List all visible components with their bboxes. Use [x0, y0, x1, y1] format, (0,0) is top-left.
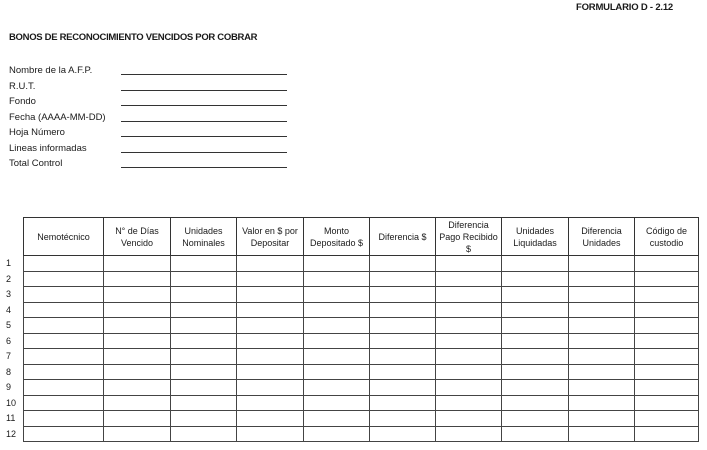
table-cell[interactable]: [304, 302, 370, 318]
table-cell[interactable]: [24, 256, 104, 272]
row-number: 3: [6, 289, 12, 299]
column-header: Unidades Nominales: [171, 218, 237, 256]
column-header: Diferencia $: [370, 218, 436, 256]
table-cell[interactable]: [569, 271, 635, 287]
table-cell[interactable]: [502, 287, 569, 303]
table-cell[interactable]: [502, 364, 569, 380]
table-cell[interactable]: [436, 380, 502, 396]
table-row: [24, 426, 699, 442]
table-cell[interactable]: [237, 411, 304, 427]
column-header: Diferencia Pago Recibido $: [436, 218, 502, 256]
field-label: Total Control: [9, 158, 63, 169]
table-cell[interactable]: [237, 318, 304, 334]
table-cell[interactable]: [569, 426, 635, 442]
table-cell[interactable]: [370, 395, 436, 411]
table-cell[interactable]: [237, 380, 304, 396]
table-cell[interactable]: [370, 349, 436, 365]
table-cell[interactable]: [635, 302, 699, 318]
table-row: [24, 287, 699, 303]
table-cell[interactable]: [436, 318, 502, 334]
table-cell[interactable]: [304, 411, 370, 427]
table-cell[interactable]: [569, 256, 635, 272]
table-cell[interactable]: [569, 333, 635, 349]
table-cell[interactable]: [635, 256, 699, 272]
table-cell[interactable]: [635, 349, 699, 365]
table-cell[interactable]: [171, 426, 237, 442]
table-cell[interactable]: [171, 349, 237, 365]
table-cell[interactable]: [104, 271, 171, 287]
table-cell[interactable]: [436, 333, 502, 349]
table-cell[interactable]: [370, 333, 436, 349]
field-fondo: [9, 94, 299, 110]
table-cell[interactable]: [370, 426, 436, 442]
table-cell[interactable]: [171, 256, 237, 272]
table-cell[interactable]: [237, 349, 304, 365]
table-cell[interactable]: [104, 426, 171, 442]
table-cell[interactable]: [104, 333, 171, 349]
field-blank-line[interactable]: [121, 136, 287, 137]
table-cell[interactable]: [370, 287, 436, 303]
table-cell[interactable]: [370, 256, 436, 272]
row-number: 5: [6, 320, 12, 330]
table-cell[interactable]: [304, 271, 370, 287]
table-cell[interactable]: [171, 395, 237, 411]
column-header: Nemotécnico: [24, 218, 104, 256]
table-cell[interactable]: [502, 302, 569, 318]
table-body: [24, 256, 699, 442]
table-cell[interactable]: [104, 395, 171, 411]
document-title: BONOS DE RECONOCIMIENTO VENCIDOS POR COBRAR: [9, 32, 258, 43]
row-number: 4: [6, 304, 12, 315]
table-cell[interactable]: [635, 271, 699, 287]
column-header: N° de Días Vencido: [104, 218, 171, 256]
column-header: Código de custodio: [635, 218, 699, 256]
table-cell[interactable]: [436, 256, 502, 272]
table-cell[interactable]: [436, 411, 502, 427]
table-cell[interactable]: [370, 271, 436, 287]
field-label: Fecha (AAAA-MM-DD): [9, 111, 106, 123]
column-header: Diferencia Unidades: [569, 218, 635, 256]
table-cell[interactable]: [635, 318, 699, 334]
table-cell[interactable]: [304, 349, 370, 365]
table-cell[interactable]: [436, 364, 502, 380]
row-number: 9: [6, 382, 12, 392]
table-cell[interactable]: [635, 395, 699, 411]
form-code: FORMULARIO D - 2.12: [576, 2, 674, 13]
table-cell[interactable]: [502, 318, 569, 334]
table-cell[interactable]: [237, 426, 304, 442]
table-cell[interactable]: [104, 411, 171, 427]
row-number: 8: [6, 366, 12, 377]
field-label: Hoja Número: [9, 127, 65, 138]
table-cell[interactable]: [370, 302, 436, 318]
table-cell[interactable]: [237, 271, 304, 287]
header-fields: [9, 63, 299, 172]
table-cell[interactable]: [304, 380, 370, 396]
table-row: [24, 333, 699, 349]
table-cell[interactable]: [569, 302, 635, 318]
table-cell[interactable]: [104, 256, 171, 272]
table-cell[interactable]: [104, 318, 171, 334]
table-cell[interactable]: [635, 287, 699, 303]
table-cell[interactable]: [237, 333, 304, 349]
table-cell[interactable]: [635, 333, 699, 349]
table-cell[interactable]: [635, 364, 699, 380]
field-label: Lineas informadas: [9, 142, 87, 154]
table-cell[interactable]: [24, 364, 104, 380]
table-cell[interactable]: [304, 287, 370, 303]
table-cell[interactable]: [635, 411, 699, 427]
table-cell[interactable]: [436, 426, 502, 442]
field-label: Fondo: [9, 96, 36, 107]
table-cell[interactable]: [304, 395, 370, 411]
table-cell[interactable]: [171, 318, 237, 334]
table-row: [24, 256, 699, 272]
table-cell[interactable]: [24, 318, 104, 334]
table-cell[interactable]: [502, 256, 569, 272]
table-cell[interactable]: [569, 318, 635, 334]
table-cell[interactable]: [104, 380, 171, 396]
table-cell[interactable]: [436, 302, 502, 318]
table-cell[interactable]: [304, 256, 370, 272]
row-number: 1: [6, 258, 12, 268]
table-cell[interactable]: [24, 426, 104, 442]
table-cell[interactable]: [237, 287, 304, 303]
table-cell[interactable]: [370, 364, 436, 380]
table-cell[interactable]: [304, 426, 370, 442]
table-cell[interactable]: [237, 302, 304, 318]
row-number-column: [6, 255, 20, 441]
table-cell[interactable]: [171, 333, 237, 349]
table-cell[interactable]: [171, 302, 237, 318]
table-cell[interactable]: [171, 287, 237, 303]
table-cell[interactable]: [24, 271, 104, 287]
field-lineas-informadas: [9, 141, 299, 157]
table-row: [24, 318, 699, 334]
table-cell[interactable]: [304, 333, 370, 349]
table-cell[interactable]: [502, 411, 569, 427]
row-number: 6: [6, 335, 12, 346]
row-number: 11: [6, 413, 16, 423]
table-cell[interactable]: [569, 395, 635, 411]
table-cell[interactable]: [171, 271, 237, 287]
table-cell[interactable]: [104, 287, 171, 303]
field-total-control: [9, 156, 299, 172]
table-cell[interactable]: [24, 380, 104, 396]
table-cell[interactable]: [24, 287, 104, 303]
field-label: R.U.T.: [9, 80, 36, 92]
table-cell[interactable]: [436, 349, 502, 365]
row-number: 2: [6, 273, 12, 284]
table-row: [24, 364, 699, 380]
table-cell[interactable]: [502, 380, 569, 396]
table-cell[interactable]: [569, 411, 635, 427]
table-cell[interactable]: [304, 364, 370, 380]
table-cell[interactable]: [171, 380, 237, 396]
table-row: [24, 395, 699, 411]
table-cell[interactable]: [24, 349, 104, 365]
column-header: Unidades Liquidadas: [502, 218, 569, 256]
field-fecha: [9, 110, 299, 126]
table-cell[interactable]: [104, 302, 171, 318]
table-cell[interactable]: [104, 364, 171, 380]
table-row: [24, 302, 699, 318]
field-blank-line[interactable]: [121, 152, 287, 153]
table-cell[interactable]: [171, 411, 237, 427]
table-cell[interactable]: [24, 395, 104, 411]
table-cell[interactable]: [502, 349, 569, 365]
table-cell[interactable]: [104, 349, 171, 365]
field-blank-line[interactable]: [121, 105, 287, 106]
table-cell[interactable]: [370, 318, 436, 334]
field-label: Nombre de la A.F.P.: [9, 65, 93, 76]
table-cell[interactable]: [436, 395, 502, 411]
table-cell[interactable]: [436, 271, 502, 287]
table-cell[interactable]: [370, 411, 436, 427]
table-cell[interactable]: [502, 333, 569, 349]
table-cell[interactable]: [24, 302, 104, 318]
field-blank-line[interactable]: [121, 90, 287, 91]
field-blank-line[interactable]: [121, 167, 287, 168]
table-header-row: [24, 218, 699, 256]
field-hoja-numero: [9, 125, 299, 141]
row-number: 12: [6, 428, 17, 439]
table-row: [24, 271, 699, 287]
table-cell[interactable]: [569, 364, 635, 380]
field-afp-name: [9, 63, 299, 79]
table-cell[interactable]: [24, 411, 104, 427]
table-cell[interactable]: [304, 318, 370, 334]
table-cell[interactable]: [569, 287, 635, 303]
field-blank-line[interactable]: [121, 121, 287, 122]
table-row: [24, 411, 699, 427]
table-cell[interactable]: [635, 380, 699, 396]
column-header: Monto Depositado $: [304, 218, 370, 256]
row-number: 7: [6, 351, 12, 361]
column-header: Valor en $ por Depositar: [237, 218, 304, 256]
table-cell[interactable]: [502, 271, 569, 287]
table-cell[interactable]: [502, 426, 569, 442]
table-cell[interactable]: [237, 364, 304, 380]
field-rut: [9, 79, 299, 95]
table-cell[interactable]: [502, 395, 569, 411]
data-table: [23, 217, 699, 442]
table-row: [24, 349, 699, 365]
table-cell[interactable]: [237, 256, 304, 272]
table-cell[interactable]: [370, 380, 436, 396]
row-number: 10: [6, 397, 17, 408]
table-cell[interactable]: [635, 426, 699, 442]
table-cell[interactable]: [569, 349, 635, 365]
table-cell[interactable]: [436, 287, 502, 303]
table-cell[interactable]: [171, 364, 237, 380]
table-cell[interactable]: [569, 380, 635, 396]
table-cell[interactable]: [237, 395, 304, 411]
table-row: [24, 380, 699, 396]
table-cell[interactable]: [24, 333, 104, 349]
field-blank-line[interactable]: [121, 74, 287, 75]
